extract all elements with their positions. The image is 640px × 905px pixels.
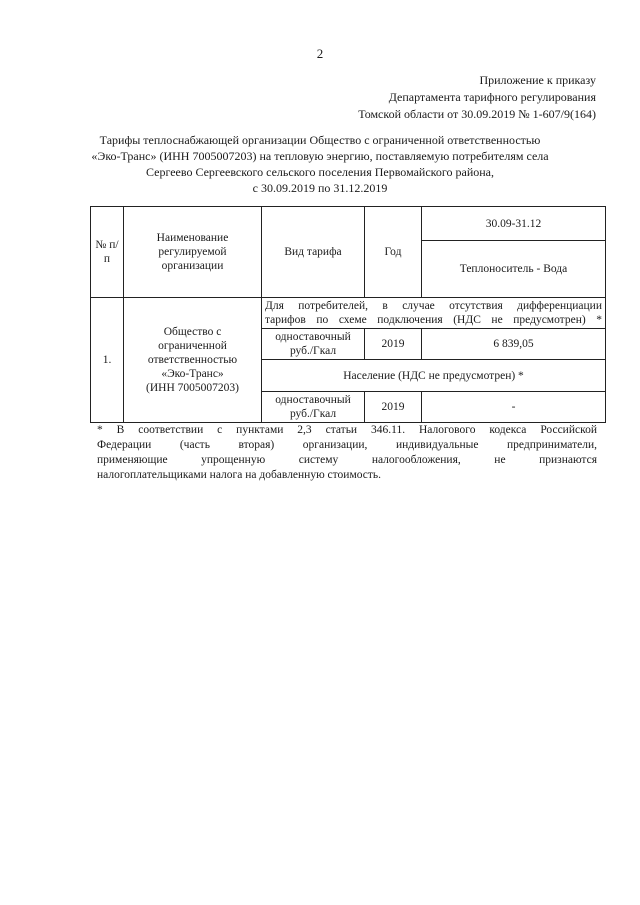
cell-tariff-type: [262, 329, 365, 360]
header-tariff-type: Вид тарифа: [262, 207, 365, 298]
appendix-line: Приложение к приказу: [479, 73, 596, 87]
cell-value: -: [422, 392, 606, 423]
table-header-row: [91, 207, 606, 241]
title-line: «Эко-Транс» (ИНН 7005007203) на тепловую энергию, поставляемую потребителям села: [91, 149, 549, 163]
tariff-unit-line: руб./Гкал: [289, 408, 337, 420]
footnote-line: налогоплательщиками налога на добавленную стоимость.: [97, 469, 382, 481]
org-line: ограниченной: [158, 340, 227, 352]
cell-year: 2019: [365, 392, 422, 423]
section-population: Население (НДС не предусмотрен) *: [262, 360, 606, 392]
title-line: Сергеево Сергеевского сельского поселения Первомайского района,: [145, 165, 495, 179]
footnote: [97, 423, 597, 483]
org-line: Общество с: [163, 326, 222, 338]
title-line: Тарифы теплоснабжающей организации Общество с ограниченной ответственностью: [99, 133, 541, 147]
header-org: Наименование регулируемой организации: [124, 207, 262, 298]
cell-organization: [124, 298, 262, 423]
org-line: (ИНН 7005007203): [146, 382, 239, 394]
tariff-unit-line: руб./Гкал: [289, 345, 337, 357]
header-num: № п/п: [91, 207, 124, 298]
cell-year: 2019: [365, 329, 422, 360]
header-period: 30.09-31.12: [422, 207, 606, 241]
appendix-line: Департамента тарифного регулирования: [388, 90, 596, 104]
appendix-header: [358, 72, 596, 123]
cell-num: 1.: [91, 298, 124, 423]
cell-tariff-type: [262, 392, 365, 423]
table-row: [91, 298, 606, 329]
cell-value: 6 839,05: [422, 329, 606, 360]
section-line: тарифов по схеме подключения (НДС не предусмотрен) *: [265, 314, 602, 326]
footnote-line: Федерации (часть вторая) организации, индивидуальные предприниматели,: [97, 439, 597, 451]
footnote-line: * В соответствии с пунктами 2,3 статьи 346.11. Налогового кодекса Российской: [97, 424, 597, 436]
tariff-type-line: одноставочный: [275, 331, 351, 343]
document-title: [70, 132, 570, 196]
org-line: ответственностью: [147, 354, 238, 366]
header-carrier: Теплоноситель - Вода: [422, 241, 606, 298]
section-consumers: [262, 298, 606, 329]
tariff-table: [90, 206, 606, 423]
org-line: «Эко-Транс»: [161, 368, 224, 380]
appendix-line: Томской области от 30.09.2019 № 1-607/9(164): [358, 107, 596, 121]
tariff-type-line: одноставочный: [275, 394, 351, 406]
title-line: с 30.09.2019 по 31.12.2019: [252, 181, 388, 195]
footnote-line: применяющие упрощенную систему налогообложения, не признаются: [97, 454, 597, 466]
header-year: Год: [365, 207, 422, 298]
section-line: Для потребителей, в случае отсутствия дифференциации: [265, 300, 602, 312]
page-number: 2: [316, 46, 324, 61]
